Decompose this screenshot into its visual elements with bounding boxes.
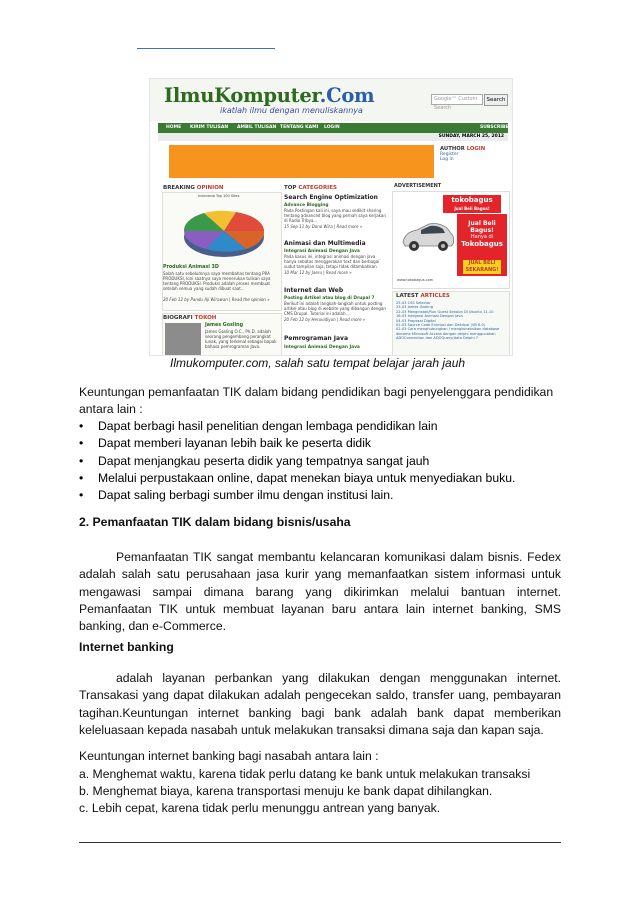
cat3-heading[interactable]: Internet dan Web <box>284 287 344 294</box>
cat1-text: Pada Postingan kali ini, saya mau sedikit sharing tentang advanced blog yang pernah saya kerjakan di Radio Tribya... <box>284 208 386 223</box>
nav-subscribe[interactable]: SUBSCRIBE <box>480 125 509 130</box>
nav-kirim-tulisan[interactable]: KIRIM TULISAN <box>190 125 229 130</box>
nav-home[interactable]: HOME <box>166 125 182 130</box>
top-categories-accent: CATEGORIES <box>298 185 337 191</box>
breaking-accent: OPINION <box>196 185 224 191</box>
benefit-list-item: • Melalui perpustakaan online, dapat menekan biaya untuk menyediakan buku. <box>79 470 515 487</box>
section-paragraph: Pemanfaatan TIK sangat membantu kelancaran komunikasi dalam bisnis. Fedex adalah salah satu perusahaan jasa kurir yang memanfaatkan sistem informasi untuk mengawasi sampai dimana barang yang dikirimkan melalui bantuan internet. Pemanfaatan TIK untuk membuat layanan baru antara lain internet banking, SMS banking, dan e-Commerce. <box>79 550 561 634</box>
ad-cta-button[interactable]: JUAL BELI SEKARANG! <box>463 260 501 274</box>
bio-text: James Gosling O.C., Ph.D. adalah seorang pengembang perangkat lunak, yang terkenal sebagai bapak bahasa pemrograman Java. <box>205 329 277 349</box>
benefit-list-item: • Dapat saling berbagi sumber ilmu dengan institusi lain. <box>79 487 515 504</box>
cat2-subtitle[interactable]: Integrasi Animasi Dengan Java <box>284 249 360 254</box>
ad-line-1: Jual Beli Bagus! <box>468 220 496 234</box>
opinion-title[interactable]: Produksi Animasi 3D <box>163 265 219 270</box>
author-login-box <box>440 146 485 162</box>
latest-item[interactable]: 25-03 James Gosling <box>396 305 433 310</box>
latest-articles-list <box>396 301 504 354</box>
ad-url[interactable]: www.tokobagus.com <box>397 278 434 282</box>
latest-item[interactable]: 02-03 Source Code Enkripsi dan Dekripsi (VB 6.0) <box>396 323 486 328</box>
benefit-b: b. Menghemat biaya, karena transportasi menuju ke bank dapat dihilangkan. <box>79 784 493 798</box>
tokobagus-ad[interactable] <box>392 191 510 289</box>
site-nav <box>158 123 508 133</box>
cat4-subtitle[interactable]: Integrasi Animasi Dengan Java <box>284 345 360 350</box>
site-tagline: ikatlah ilmu dengan menuliskannya <box>220 106 363 115</box>
benefit-list-item: • Dapat memberi layanan lebih baik ke peserta didik <box>79 435 515 452</box>
cat1-subtitle[interactable]: Advance Blogging <box>284 203 329 208</box>
latest-label: LATEST <box>396 293 421 299</box>
section-heading: 2. Pemanfaatan TIK dalam bidang bisnis/usaha <box>79 515 351 529</box>
cat4-heading[interactable]: Pemrograman Java <box>284 335 349 342</box>
nav-ambil-tulisan[interactable]: AMBIL TULISAN <box>237 125 277 130</box>
opinion-text: Salah satu sebelumnya saya membahas tentang PRA PRODUKSI, kini saatnya saya menerukan tulisan saya tentang PRODUKSI. Produksi adalah proses membuat setelah semua yang sudah dibuat saat... <box>163 271 271 291</box>
benefit-intro: Keuntungan internet banking bagi nasabah antara lain : <box>79 749 379 763</box>
cat1-meta[interactable]: 15 Sep 11 by Dono Wira | Read more » <box>284 224 363 229</box>
latest-item[interactable]: 16-03 Integrasi Animasi Dengan Java <box>396 314 463 319</box>
pie-chart-title: Indonesia Top 100 Sites <box>198 194 240 198</box>
nav-login[interactable]: LOGIN <box>324 125 340 130</box>
latest-item[interactable]: 25-03 CSS Selector <box>396 301 431 305</box>
ad-brand-tag: Jual Beli Bagus! <box>454 206 490 211</box>
intro-paragraph: Keuntungan pemanfaatan TIK dalam bidang pendidikan bagi penyelenggara pendidikan antara lain : <box>79 385 554 417</box>
biografi-accent: TOKOH <box>194 315 217 321</box>
logo-domain: .Com <box>319 84 375 107</box>
author-login-label: AUTHOR <box>440 146 467 152</box>
cat1-heading[interactable]: Search Engine Optimization <box>284 194 378 201</box>
breaking-opinion-heading <box>163 185 223 191</box>
site-date: SUNDAY, MARCH 25, 2012 <box>438 134 504 139</box>
latest-accent: ARTICLES <box>420 293 450 299</box>
date-bar <box>158 133 508 141</box>
tokoh-photo <box>165 323 201 355</box>
benefit-list-item: • Dapat menjangkau peserta didik yang tempatnya sangat jauh <box>79 453 515 470</box>
pie-chart-image <box>176 197 273 263</box>
cat3-subtitle[interactable]: Posting Artikel atau blog di Drupal 7 <box>284 296 375 301</box>
site-logo <box>164 84 374 107</box>
cat2-meta[interactable]: 10 Mar 12 by Jaeru | Read more » <box>284 270 352 275</box>
breaking-label: BREAKING <box>163 185 197 191</box>
ad-brand <box>443 195 501 213</box>
latest-item[interactable]: 02-03 Cara menghubungkan / mengkoneksikan database dbname Microsoft Access dengan delphi menggunakan ADOConnection dan ADOQuery(data Delphi 7 <box>396 327 500 341</box>
benefit-c: c. Lebih cepat, karena tidak perlu menunggu antrean yang banyak. <box>79 801 441 815</box>
latest-item[interactable]: 22-03 Menginstall/Run Guest Session Di Ubuntu 11.10 <box>396 309 494 314</box>
ad-line-2: Hanya di <box>470 234 494 240</box>
site-search-input[interactable]: Google™ Custom Search <box>431 94 483 105</box>
latest-articles-heading <box>396 293 450 299</box>
benefit-list <box>79 418 515 504</box>
cat3-text: Berikut ini adalah langkah-langkah untuk posting artikel atau blog di website yang dibangun dengan CMS Drupal. Tutorial ini adalah... <box>284 301 386 316</box>
author-login-accent: LOGIN <box>466 146 486 152</box>
top-categories-label: TOP <box>284 185 299 191</box>
biografi-label: BIOGRAFI <box>163 315 195 321</box>
internet-banking-paragraph: adalah layanan perbankan yang dilakukan dengan menggunakan internet. Transakasi yang dapat dilakukan adalah pengecekan saldo, transfer uang, pembayaran tagihan.Keuntungan internet banking bagi bank adalah bank dapat memberikan keleluasaan kepada nasabah untuk melakukan transaksi dimana saja dan kapan saja. <box>79 671 561 737</box>
ad-line-3: Tokobagus <box>461 240 503 248</box>
top-link-underline[interactable] <box>137 48 275 49</box>
ad-brand-name: tokobagus <box>451 196 493 204</box>
benefit-a: a. Menghemat waktu, karena tidak perlu datang ke bank untuk melakukan transaksi <box>79 767 531 781</box>
opinion-meta[interactable]: 20 Feb 12 by Pandu Aji Wirawan | Read the opinion » <box>163 297 270 302</box>
benefit-list-item: • Dapat berbagi hasil penelitian dengan lembaga pendidikan lain <box>79 418 515 435</box>
biografi-heading <box>163 315 216 321</box>
register-link[interactable]: Register <box>440 152 459 157</box>
cat3-meta[interactable]: 20 Feb 12 by Heruvidiyun | Read more » <box>284 317 366 322</box>
website-screenshot <box>150 79 512 355</box>
cat2-text: Pada kasus ini, integrasi animasi dengan java hanya sebatas menggerakan text dan berbagai sudut tampilan saja, tetapi tidak ditambahkan <box>284 254 380 269</box>
bottom-rule <box>79 842 561 843</box>
latest-item[interactable]: 04-03 Proposal Digital <box>396 318 436 323</box>
top-categories-heading <box>284 185 337 191</box>
bio-name[interactable]: James Gosling <box>205 323 244 328</box>
figure-caption: Ilmukomputer.com, salah satu tempat belajar jarah jauh <box>170 356 466 370</box>
nav-tentang-kami[interactable]: TENTANG KAMI <box>280 125 319 130</box>
site-search-button[interactable]: Search <box>484 94 508 106</box>
internet-banking-heading: Internet banking <box>79 640 174 654</box>
login-link[interactable]: Log in <box>440 157 454 162</box>
logo-main: IlmuKomputer <box>164 84 320 107</box>
banner-placeholder <box>169 145 434 178</box>
cat2-heading[interactable]: Animasi dan Multimedia <box>284 240 366 247</box>
advertisement-heading: ADVERTISEMENT <box>394 183 442 189</box>
car-image <box>399 216 457 256</box>
